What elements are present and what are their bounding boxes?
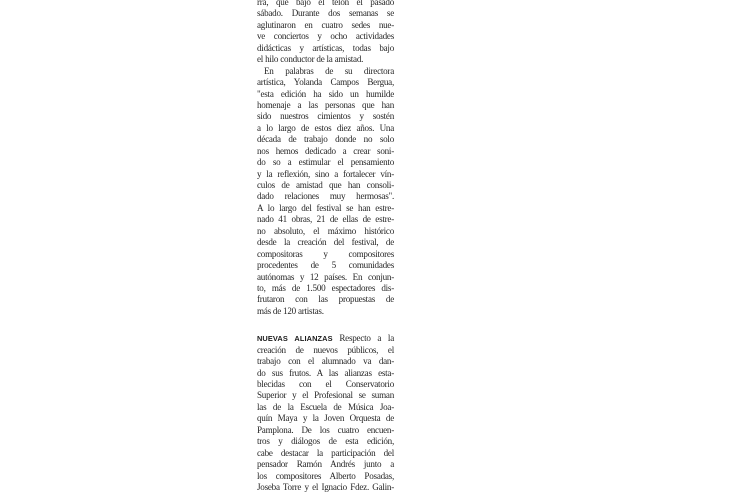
text-line: procedentes de 5 comunidades xyxy=(257,260,394,271)
text-line: las de la Escuela de Música Joa- xyxy=(257,401,394,412)
text-line: aglutinaron en cuatro sedes nue- xyxy=(257,19,394,30)
text-line: sábado. Durante dos semanas se xyxy=(257,8,394,19)
text-line: tros y diálogos de esta edición, xyxy=(257,436,394,447)
text-line: didácticas y artísticas, todas bajo xyxy=(257,42,394,53)
text-line: Superior y el Profesional se suman xyxy=(257,390,394,401)
text-line: el hilo conductor de la amistad. xyxy=(257,54,364,65)
text-line: ve conciertos y ocho actividades xyxy=(257,31,394,42)
text-line: culos de amistad que han consoli- xyxy=(257,180,394,190)
text-line xyxy=(257,333,394,344)
text-line: pensador Ramón Andrés junto a xyxy=(257,459,394,470)
text-line: y la reflexión, sino a fortalecer vín- xyxy=(257,168,394,179)
paragraph-gap xyxy=(257,317,394,333)
text-fragment: Respecto a la xyxy=(339,333,394,344)
text-line: a lo largo de estos diez años. Una xyxy=(257,122,394,133)
text-line: nos hemos dedicado a crear soni- xyxy=(257,145,394,156)
text-line: no absoluto, el máximo histórico xyxy=(257,225,394,236)
text-line: rra, que bajó el telón el pasado xyxy=(257,0,394,7)
text-line: do sus frutos. A las alianzas esta- xyxy=(257,367,394,378)
text-line: homenaje a las personas que han xyxy=(257,99,394,110)
article-column xyxy=(257,0,394,493)
text-line: quín Maya y la Joven Orquesta de xyxy=(257,413,394,424)
text-line: Pamplona. De los cuatro encuen- xyxy=(257,424,394,435)
text-line: Joseba Torre y el Ignacio Fdez. Galin- xyxy=(257,481,394,492)
text-line: A lo largo del festival se han estre- xyxy=(257,202,394,213)
text-line: más de 120 artistas. xyxy=(257,305,324,316)
article-paragraph xyxy=(257,66,394,318)
text-line: blecidas con el Conservatorio xyxy=(257,379,394,389)
text-line: autónomas y 12 países. En conjun- xyxy=(257,271,394,282)
text-line: to, más de 1.500 espectadores dis- xyxy=(257,282,394,293)
text-line: nado 41 obras, 21 de ellas de estre- xyxy=(257,214,394,225)
text-line: creación de nuevos públicos, el xyxy=(257,344,394,355)
article-paragraph xyxy=(257,0,394,66)
text-line: compositoras y compositores xyxy=(257,248,394,259)
text-line: década de trabajo donde no solo xyxy=(257,134,394,145)
section-heading: NUEVAS ALIANZAS xyxy=(257,334,333,344)
text-line: do so a estimular el pensamiento xyxy=(257,157,394,168)
text-line: "esta edición ha sido un humilde xyxy=(257,88,394,99)
text-line: desde la creación del festival, de xyxy=(257,237,394,248)
text-line: sido nuestros cimientos y sostén xyxy=(257,111,394,122)
text-line: artística, Yolanda Campos Bergua, xyxy=(257,77,394,88)
text-line: frutaron con las propuestas de xyxy=(257,294,394,305)
text-line: los compositores Alberto Posadas, xyxy=(257,470,394,481)
article-paragraph xyxy=(257,333,394,493)
text-line: cabe destacar la participación del xyxy=(257,447,394,458)
text-line: dado relaciones muy hermosas". xyxy=(257,191,394,202)
text-line: En palabras de su directora xyxy=(264,65,394,76)
text-line: trabajo con el alumnado va dan- xyxy=(257,356,394,367)
